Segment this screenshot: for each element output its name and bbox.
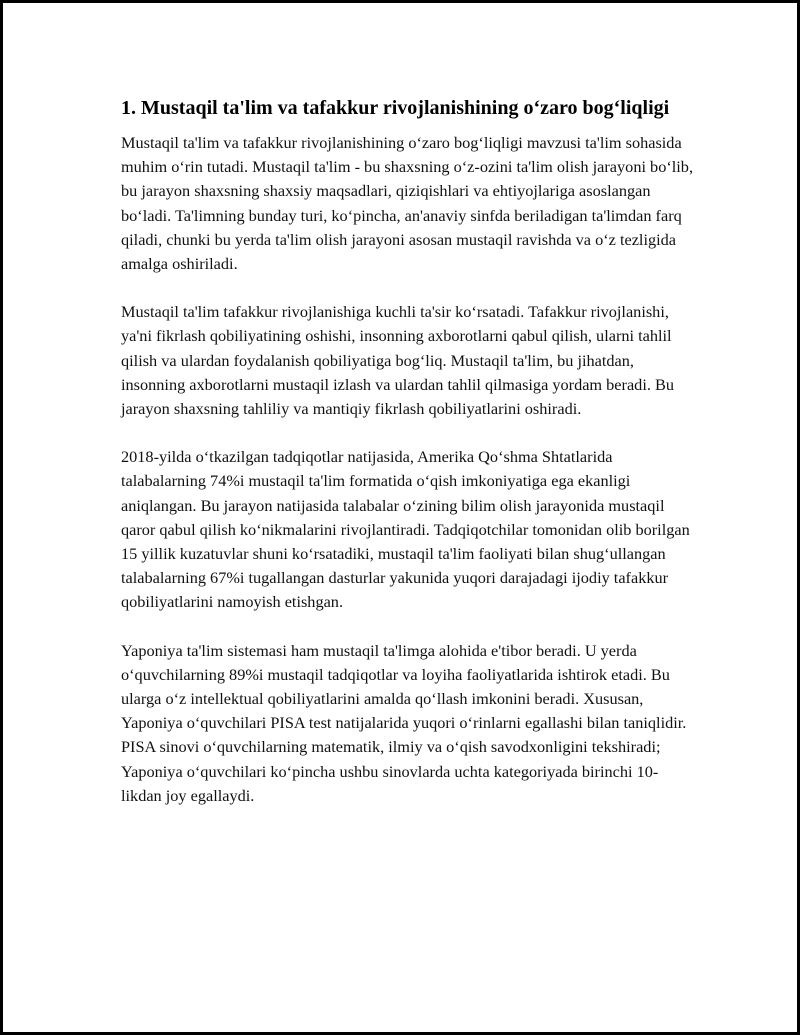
paragraph-2: Mustaqil ta'lim tafakkur rivojlanishiga kuchli ta'sir ko‘rsatadi. Tafakkur rivojlanishi, ya'ni fikrlash qobiliyatining oshishi, insonning axborotlarni qabul qilish, ularni tahlil qilish va ulardan foydalanish qobiliyatiga bog‘liq. Mustaqil ta'lim, bu jihatdan, insonning axborotlarni mustaqil izlash va ulardan tahlil qilmasiga yordam beradi. Bu jarayon shaxsning tahliliy va mantiqiy fikrlash qobiliyatlarini oshiradi.	[121, 302, 674, 419]
paragraph-4: Yaponiya ta'lim sistemasi ham mustaqil ta'limga alohida e'tibor beradi. U yerda o‘quvchilarning 89%i mustaqil tadqiqotlar va loyiha faoliyatlarida ishtirok etadi. Bu ularga o‘z intellektual qobiliyatlarini amalda qo‘llash imkonini beradi. Xususan, Yaponiya o‘quvchilari PISA test natijalarida yuqori o‘rinlarni egallashi bilan taniqlidir. PISA sinovi o‘quvchilarning matematik, ilmiy va o‘qish savodxonligini tekshiradi; Yaponiya o‘quvchilari ko‘pincha ushbu sinovlarda uchta kategoriyada birinchi 10-likdan joy egallaydi.	[121, 640, 687, 805]
document-body	[121, 95, 693, 832]
section-heading: 1. Mustaqil ta'lim va tafakkur rivojlanishining o‘zaro bog‘liqligi	[121, 97, 670, 119]
paragraph-3: 2018-yilda o‘tkazilgan tadqiqotlar natijasida, Amerika Qo‘shma Shtatlarida talabalarning 74%i mustaqil ta'lim formatida o‘qish imkoniyatiga ega ekanligi aniqlangan. Bu jarayon natijasida talabalar o‘zining bilim olish jarayonida mustaqil qaror qabul qilish ko‘nikmalarini rivojlantiradi. Tadqiqotchilar tomonidan olib borilgan 15 yillik kuzatuvlar shuni ko‘rsatadiki, mustaqil ta'lim faoliyati bilan shug‘ullangan talabalarning 67%i tugallangan dasturlar yakunida yuqori darajadagi ijodiy tafakkur qobiliyatlarini namoyish etishgan.	[121, 447, 690, 612]
paragraph-1: Mustaqil ta'lim va tafakkur rivojlanishining o‘zaro bog‘liqligi mavzusi ta'lim sohasida muhim o‘rin tutadi. Mustaqil ta'lim - bu shaxsning o‘z-ozini ta'lim olish jarayoni bo‘lib, bu jarayon shaxsning shaxsiy maqsadlari, qiziqishlari va ehtiyojlariga asoslangan bo‘ladi. Ta'limning bunday turi, ko‘pincha, an'anaviy sinfda beriladigan ta'limdan farq qiladi, chunki bu yerda ta'lim olish jarayoni asosan mustaqil ravishda va o‘z tezligida amalga oshiriladi.	[121, 133, 694, 274]
